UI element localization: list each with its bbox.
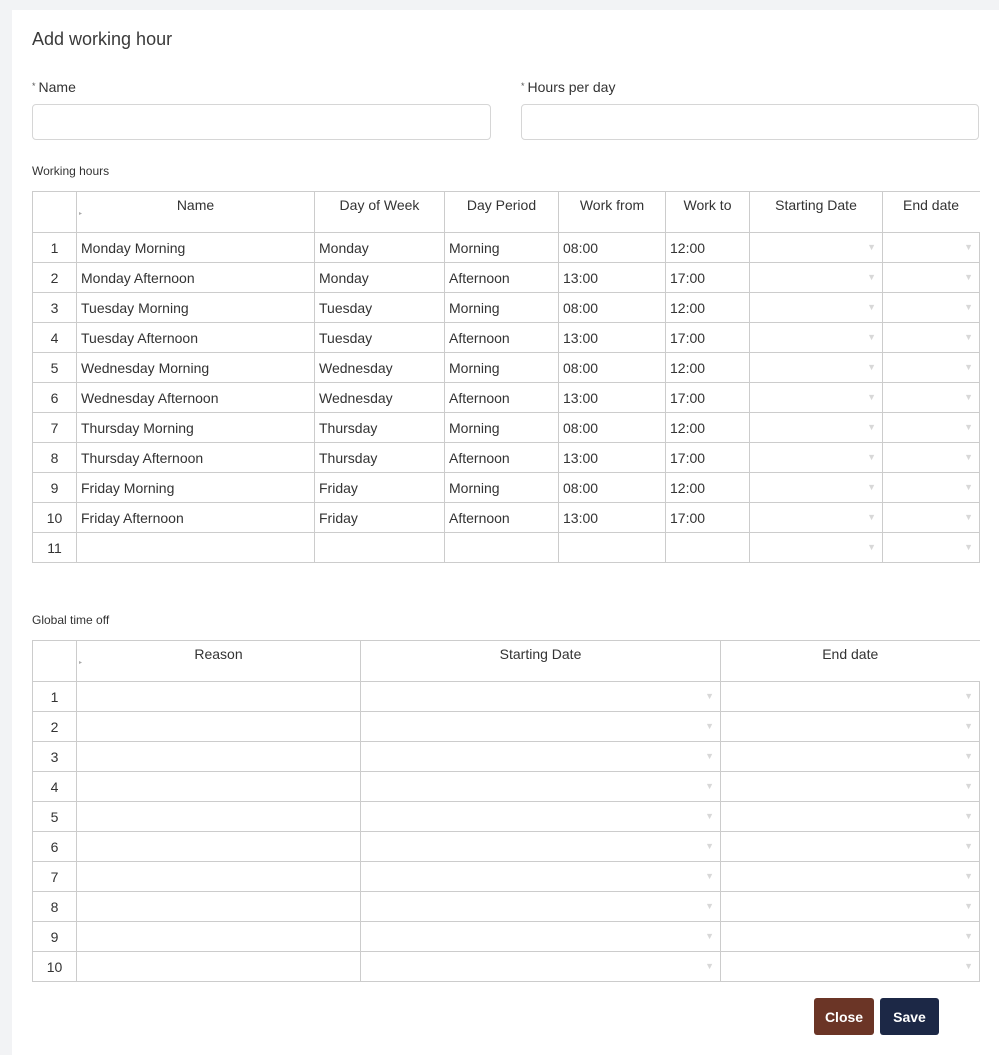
cell-end-date[interactable] — [721, 802, 980, 832]
cell-starting-date[interactable] — [750, 443, 883, 473]
row-number: 5 — [33, 802, 77, 832]
dropdown-arrow-icon[interactable]: ▼ — [867, 392, 876, 402]
column-header-work-from[interactable] — [559, 192, 666, 233]
cell-day-of-week[interactable]: Friday — [315, 503, 445, 533]
table-row — [33, 383, 980, 413]
column-header-day-period[interactable] — [445, 192, 559, 233]
cell-work-to[interactable] — [666, 533, 750, 563]
cell-reason[interactable] — [77, 892, 361, 922]
table-row — [33, 503, 980, 533]
cell-end-date[interactable] — [883, 353, 980, 383]
dropdown-arrow-icon[interactable]: ▼ — [964, 542, 973, 552]
row-number: 8 — [33, 892, 77, 922]
save-button[interactable]: Save — [880, 998, 939, 1035]
dropdown-arrow-icon[interactable]: ▼ — [867, 332, 876, 342]
row-number: 2 — [33, 712, 77, 742]
global-time-off-grid — [32, 640, 980, 982]
cell-work-from[interactable]: 08:00 — [559, 293, 666, 323]
column-header-label: Day of Week — [339, 197, 420, 213]
cell-name[interactable]: Friday Morning — [77, 473, 315, 503]
row-number: 9 — [33, 473, 77, 503]
dropdown-arrow-icon[interactable]: ▼ — [705, 841, 714, 851]
cell-day-period[interactable] — [445, 533, 559, 563]
dropdown-arrow-icon[interactable]: ▼ — [705, 961, 714, 971]
hours-per-day-label: Hours per day — [527, 79, 616, 95]
cell-name[interactable]: Wednesday Morning — [77, 353, 315, 383]
cell-starting-date[interactable] — [361, 922, 721, 952]
table-row — [33, 533, 980, 563]
dropdown-arrow-icon[interactable]: ▼ — [867, 272, 876, 282]
cell-reason[interactable] — [77, 922, 361, 952]
cell-day-of-week[interactable] — [315, 533, 445, 563]
dropdown-arrow-icon[interactable]: ▼ — [964, 901, 973, 911]
cell-starting-date[interactable] — [361, 832, 721, 862]
dropdown-arrow-icon[interactable]: ▼ — [705, 691, 714, 701]
cell-name[interactable]: Thursday Morning — [77, 413, 315, 443]
dropdown-arrow-icon[interactable]: ▼ — [964, 452, 973, 462]
column-header-starting-date[interactable] — [361, 641, 721, 682]
cell-work-to[interactable]: 17:00 — [666, 383, 750, 413]
table-row — [33, 712, 980, 742]
table-row — [33, 323, 980, 353]
cell-end-date[interactable] — [721, 772, 980, 802]
cell-day-of-week[interactable]: Monday — [315, 263, 445, 293]
cell-work-from[interactable]: 13:00 — [559, 383, 666, 413]
cell-day-period[interactable]: Afternoon — [445, 383, 559, 413]
cell-end-date[interactable] — [883, 323, 980, 353]
header-row — [33, 192, 980, 233]
cell-starting-date[interactable] — [750, 503, 883, 533]
cell-day-period[interactable]: Morning — [445, 353, 559, 383]
row-number: 10 — [33, 503, 77, 533]
header-row — [33, 641, 980, 682]
cell-reason[interactable] — [77, 802, 361, 832]
cell-starting-date[interactable] — [750, 413, 883, 443]
row-number-header — [33, 641, 77, 682]
cell-work-to[interactable]: 12:00 — [666, 233, 750, 263]
column-header-label: Starting Date — [499, 646, 582, 662]
row-number: 8 — [33, 443, 77, 473]
dropdown-arrow-icon[interactable]: ▼ — [867, 422, 876, 432]
name-input[interactable] — [32, 104, 491, 140]
cell-work-to[interactable]: 12:00 — [666, 473, 750, 503]
table-row — [33, 233, 980, 263]
dropdown-arrow-icon[interactable]: ▼ — [705, 751, 714, 761]
cell-end-date[interactable] — [883, 233, 980, 263]
cell-reason[interactable] — [77, 952, 361, 982]
cell-work-to[interactable]: 12:00 — [666, 413, 750, 443]
cell-starting-date[interactable] — [361, 862, 721, 892]
row-number: 1 — [33, 682, 77, 712]
column-header-work-to[interactable] — [666, 192, 750, 233]
cell-work-from[interactable]: 13:00 — [559, 323, 666, 353]
dropdown-arrow-icon[interactable]: ▼ — [964, 272, 973, 282]
cell-work-to[interactable]: 17:00 — [666, 263, 750, 293]
dropdown-arrow-icon[interactable]: ▼ — [964, 512, 973, 522]
cell-end-date[interactable] — [883, 293, 980, 323]
dropdown-arrow-icon[interactable]: ▼ — [964, 811, 973, 821]
cell-end-date[interactable] — [721, 742, 980, 772]
dropdown-arrow-icon[interactable]: ▼ — [705, 871, 714, 881]
table-row — [33, 892, 980, 922]
cell-end-date[interactable] — [721, 712, 980, 742]
working-hours-grid — [32, 191, 980, 563]
dropdown-arrow-icon[interactable]: ▼ — [964, 961, 973, 971]
cell-day-of-week[interactable]: Wednesday — [315, 353, 445, 383]
dialog-title: Add working hour — [32, 29, 173, 49]
row-number: 7 — [33, 413, 77, 443]
dropdown-arrow-icon[interactable]: ▼ — [964, 302, 973, 312]
cell-work-from[interactable]: 08:00 — [559, 473, 666, 503]
cell-work-from[interactable]: 13:00 — [559, 503, 666, 533]
dropdown-arrow-icon[interactable]: ▼ — [964, 422, 973, 432]
cell-reason[interactable] — [77, 862, 361, 892]
cell-work-from[interactable]: 08:00 — [559, 233, 666, 263]
table-row — [33, 443, 980, 473]
table-row — [33, 682, 980, 712]
column-header-label: Work to — [683, 197, 732, 213]
dropdown-arrow-icon[interactable]: ▼ — [964, 721, 973, 731]
cell-work-to[interactable]: 17:00 — [666, 323, 750, 353]
cell-starting-date[interactable] — [750, 323, 883, 353]
dropdown-arrow-icon[interactable]: ▼ — [867, 542, 876, 552]
add-working-hour-dialog — [12, 10, 999, 1055]
column-header-name[interactable] — [77, 192, 315, 233]
cell-end-date[interactable] — [883, 473, 980, 503]
row-number: 11 — [33, 533, 77, 563]
cell-end-date[interactable] — [883, 443, 980, 473]
cell-reason[interactable] — [77, 682, 361, 712]
required-marker: * — [32, 81, 36, 91]
row-number: 10 — [33, 952, 77, 982]
cell-end-date[interactable] — [721, 832, 980, 862]
dropdown-arrow-icon[interactable]: ▼ — [964, 691, 973, 701]
cell-name[interactable]: Monday Morning — [77, 233, 315, 263]
dropdown-arrow-icon[interactable]: ▼ — [867, 302, 876, 312]
cell-starting-date[interactable] — [750, 383, 883, 413]
dropdown-arrow-icon[interactable]: ▼ — [964, 841, 973, 851]
hours-per-day-input[interactable] — [521, 104, 979, 140]
table-row — [33, 922, 980, 952]
cell-end-date[interactable] — [883, 383, 980, 413]
column-header-end-date[interactable] — [721, 641, 980, 682]
table-row — [33, 473, 980, 503]
cell-starting-date[interactable] — [361, 712, 721, 742]
cell-work-from[interactable]: 13:00 — [559, 263, 666, 293]
cell-day-of-week[interactable]: Tuesday — [315, 293, 445, 323]
dropdown-arrow-icon[interactable]: ▼ — [705, 931, 714, 941]
cell-day-of-week[interactable]: Monday — [315, 233, 445, 263]
cell-reason[interactable] — [77, 712, 361, 742]
cell-starting-date[interactable] — [361, 952, 721, 982]
column-marker-icon: ▸ — [79, 211, 83, 217]
cell-starting-date[interactable] — [361, 772, 721, 802]
column-header-label: End date — [822, 646, 879, 662]
table-row — [33, 862, 980, 892]
cell-starting-date[interactable] — [361, 682, 721, 712]
cell-reason[interactable] — [77, 772, 361, 802]
dropdown-arrow-icon[interactable]: ▼ — [867, 482, 876, 492]
cell-work-from[interactable] — [559, 533, 666, 563]
cell-starting-date[interactable] — [750, 353, 883, 383]
column-header-label: Day Period — [466, 197, 537, 213]
dropdown-arrow-icon[interactable]: ▼ — [964, 362, 973, 372]
table-row — [33, 413, 980, 443]
dropdown-arrow-icon[interactable]: ▼ — [867, 512, 876, 522]
cell-reason[interactable] — [77, 832, 361, 862]
table-row — [33, 353, 980, 383]
cell-day-of-week[interactable]: Friday — [315, 473, 445, 503]
cell-work-from[interactable]: 08:00 — [559, 353, 666, 383]
cell-day-period[interactable]: Afternoon — [445, 503, 559, 533]
name-label-wrap — [32, 79, 76, 95]
cell-name[interactable]: Thursday Afternoon — [77, 443, 315, 473]
cell-name[interactable]: Monday Afternoon — [77, 263, 315, 293]
cell-reason[interactable] — [77, 742, 361, 772]
table-row — [33, 952, 980, 982]
dropdown-arrow-icon[interactable]: ▼ — [867, 452, 876, 462]
cell-name[interactable]: Tuesday Afternoon — [77, 323, 315, 353]
table-row — [33, 742, 980, 772]
dropdown-arrow-icon[interactable]: ▼ — [705, 781, 714, 791]
name-label: Name — [38, 79, 76, 95]
cell-work-to[interactable]: 17:00 — [666, 503, 750, 533]
column-header-label: Starting Date — [775, 197, 857, 213]
column-header-day-of-week[interactable] — [315, 192, 445, 233]
dropdown-arrow-icon[interactable]: ▼ — [964, 482, 973, 492]
row-number: 5 — [33, 353, 77, 383]
row-number: 3 — [33, 742, 77, 772]
dropdown-arrow-icon[interactable]: ▼ — [964, 332, 973, 342]
cell-starting-date[interactable] — [750, 263, 883, 293]
cell-starting-date[interactable] — [750, 233, 883, 263]
cell-work-from[interactable]: 08:00 — [559, 413, 666, 443]
row-number: 4 — [33, 323, 77, 353]
dropdown-arrow-icon[interactable]: ▼ — [705, 901, 714, 911]
cell-work-to[interactable]: 17:00 — [666, 443, 750, 473]
row-number: 3 — [33, 293, 77, 323]
table-row — [33, 802, 980, 832]
cell-end-date[interactable] — [883, 263, 980, 293]
cell-end-date[interactable] — [883, 413, 980, 443]
dropdown-arrow-icon[interactable]: ▼ — [867, 242, 876, 252]
row-number: 7 — [33, 862, 77, 892]
column-header-label: Work from — [579, 197, 645, 213]
cell-name[interactable]: Friday Afternoon — [77, 503, 315, 533]
cell-day-period[interactable]: Morning — [445, 233, 559, 263]
cell-work-to[interactable]: 12:00 — [666, 353, 750, 383]
dropdown-arrow-icon[interactable]: ▼ — [964, 781, 973, 791]
column-header-label: Name — [176, 197, 215, 213]
cell-end-date[interactable] — [883, 533, 980, 563]
cell-day-of-week[interactable]: Thursday — [315, 413, 445, 443]
dropdown-arrow-icon[interactable]: ▼ — [867, 362, 876, 372]
cell-end-date[interactable] — [721, 862, 980, 892]
column-marker-icon: ▸ — [79, 660, 83, 666]
cell-end-date[interactable] — [721, 682, 980, 712]
cell-name[interactable]: Tuesday Morning — [77, 293, 315, 323]
dropdown-arrow-icon[interactable]: ▼ — [705, 811, 714, 821]
table-row — [33, 832, 980, 862]
row-number: 2 — [33, 263, 77, 293]
row-number: 6 — [33, 832, 77, 862]
cell-end-date[interactable] — [721, 922, 980, 952]
row-number: 6 — [33, 383, 77, 413]
cell-name[interactable] — [77, 533, 315, 563]
cell-starting-date[interactable] — [750, 473, 883, 503]
cell-starting-date[interactable] — [361, 742, 721, 772]
global-time-off-label: Global time off — [32, 613, 110, 627]
dropdown-arrow-icon[interactable]: ▼ — [964, 931, 973, 941]
cell-starting-date[interactable] — [750, 293, 883, 323]
row-number: 9 — [33, 922, 77, 952]
row-number-header — [33, 192, 77, 233]
dropdown-arrow-icon[interactable]: ▼ — [964, 751, 973, 761]
required-marker: * — [521, 81, 525, 91]
cell-starting-date[interactable] — [361, 802, 721, 832]
hours-label-wrap — [521, 79, 615, 95]
column-header-reason[interactable] — [77, 641, 361, 682]
cell-day-of-week[interactable]: Wednesday — [315, 383, 445, 413]
column-header-label: Reason — [194, 646, 243, 662]
cell-day-period[interactable]: Morning — [445, 413, 559, 443]
cell-day-of-week[interactable]: Tuesday — [315, 323, 445, 353]
cell-day-period[interactable]: Afternoon — [445, 263, 559, 293]
column-header-end-date[interactable] — [883, 192, 980, 233]
cell-day-period[interactable]: Afternoon — [445, 443, 559, 473]
cell-starting-date[interactable] — [750, 533, 883, 563]
row-number: 4 — [33, 772, 77, 802]
cell-end-date[interactable] — [721, 952, 980, 982]
close-button[interactable]: Close — [814, 998, 874, 1035]
dropdown-arrow-icon[interactable]: ▼ — [964, 871, 973, 881]
working-hours-label: Working hours — [32, 164, 110, 178]
table-row — [33, 772, 980, 802]
cell-starting-date[interactable] — [361, 892, 721, 922]
cell-day-of-week[interactable]: Thursday — [315, 443, 445, 473]
cell-work-to[interactable]: 12:00 — [666, 293, 750, 323]
cell-day-period[interactable]: Morning — [445, 473, 559, 503]
cell-day-period[interactable]: Morning — [445, 293, 559, 323]
cell-name[interactable]: Wednesday Afternoon — [77, 383, 315, 413]
table-row — [33, 293, 980, 323]
dropdown-arrow-icon[interactable]: ▼ — [964, 242, 973, 252]
row-number: 1 — [33, 233, 77, 263]
table-row — [33, 263, 980, 293]
cell-day-period[interactable]: Afternoon — [445, 323, 559, 353]
column-header-starting-date[interactable] — [750, 192, 883, 233]
cell-end-date[interactable] — [721, 892, 980, 922]
dropdown-arrow-icon[interactable]: ▼ — [964, 392, 973, 402]
dropdown-arrow-icon[interactable]: ▼ — [705, 721, 714, 731]
cell-end-date[interactable] — [883, 503, 980, 533]
column-header-label: End date — [903, 197, 960, 213]
cell-work-from[interactable]: 13:00 — [559, 443, 666, 473]
